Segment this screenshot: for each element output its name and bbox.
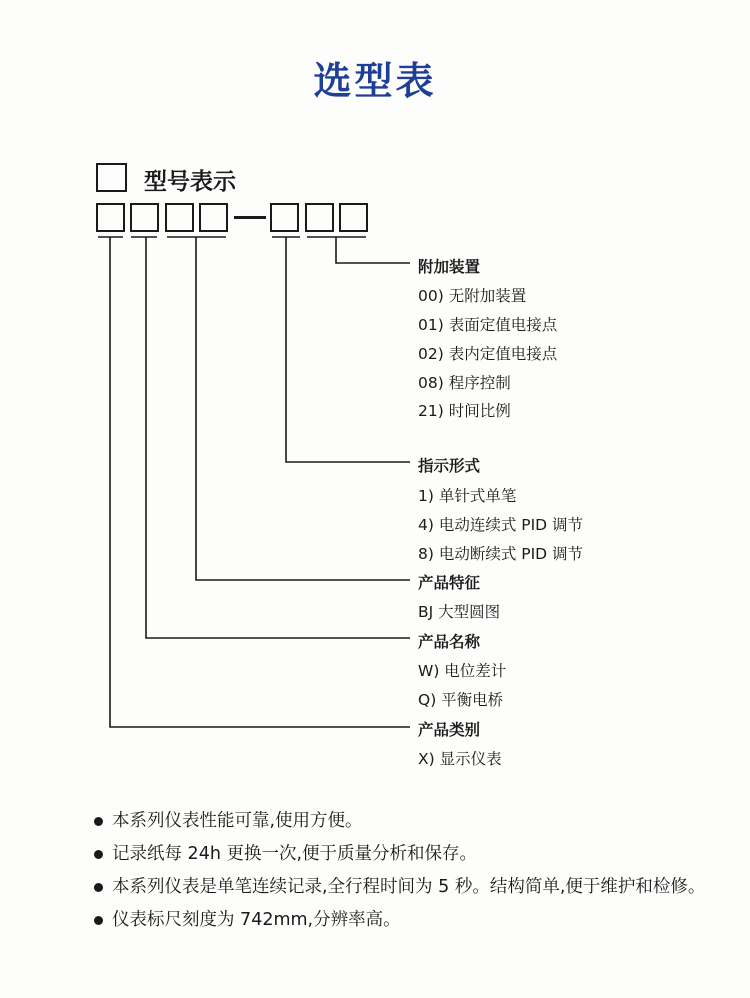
addon-item: 02) 表内定值电接点 bbox=[418, 345, 558, 363]
feature-item: BJ 大型圆图 bbox=[418, 603, 501, 621]
addon-item: 08) 程序控制 bbox=[418, 374, 511, 392]
page-title: 选型表 bbox=[313, 59, 437, 103]
bullet-icon bbox=[94, 916, 103, 925]
name-item: W) 电位差计 bbox=[418, 662, 507, 680]
bullet-icon bbox=[94, 883, 103, 892]
note-text: 仪表标尺刻度为 742mm,分辨率高。 bbox=[112, 910, 401, 930]
category-heading: 产品类别 bbox=[418, 721, 481, 739]
indication-heading: 指示形式 bbox=[418, 457, 481, 475]
note-text: 本系列仪表性能可靠,使用方便。 bbox=[112, 811, 363, 831]
note-text: 本系列仪表是单笔连续记录,全行程时间为 5 秒。结构简单,便于维护和检修。 bbox=[112, 877, 706, 897]
addon-item: 21) 时间比例 bbox=[418, 402, 511, 420]
note-text: 记录纸每 24h 更换一次,便于质量分析和保存。 bbox=[112, 844, 478, 864]
indication-item: 4) 电动连续式 PID 调节 bbox=[418, 516, 584, 534]
note-item bbox=[94, 904, 724, 937]
note-item bbox=[94, 871, 724, 904]
addon-heading: 附加装置 bbox=[418, 258, 481, 276]
addon-item: 00) 无附加装置 bbox=[418, 287, 527, 305]
name-item: Q) 平衡电桥 bbox=[418, 691, 504, 709]
model-header-label: 型号表示 bbox=[144, 169, 236, 195]
note-item bbox=[94, 838, 724, 871]
bullet-icon bbox=[94, 817, 103, 826]
addon-item: 01) 表面定值电接点 bbox=[418, 316, 558, 334]
feature-notes bbox=[94, 805, 724, 937]
indication-item: 8) 电动断续式 PID 调节 bbox=[418, 545, 584, 563]
indication-item: 1) 单针式单笔 bbox=[418, 487, 517, 505]
bullet-icon bbox=[94, 850, 103, 859]
category-item: X) 显示仪表 bbox=[418, 750, 502, 768]
feature-heading: 产品特征 bbox=[418, 574, 481, 592]
note-item bbox=[94, 805, 724, 838]
name-heading: 产品名称 bbox=[418, 633, 481, 651]
